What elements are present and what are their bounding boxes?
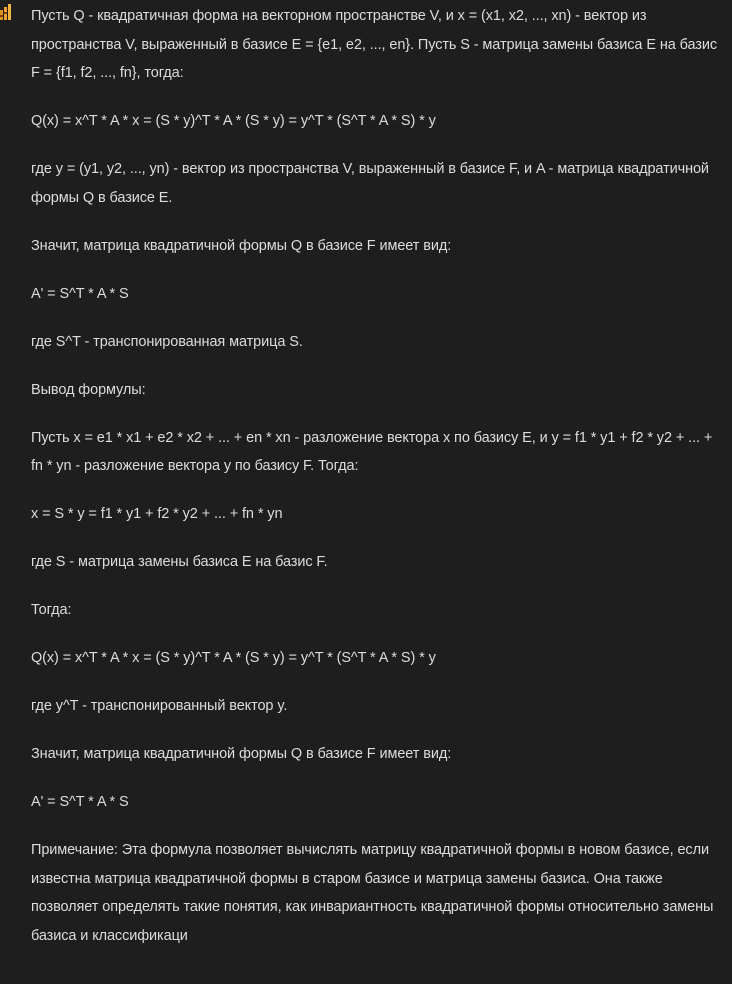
message-paragraph: где y = (y1, y2, ..., yn) - вектор из пространства V, выраженный в базисе F, и A - матрица квадратичной формы Q в базисе E. — [31, 161, 709, 206]
message-paragraph: Тогда: — [31, 602, 72, 618]
message-formula: x = S * y = f1 * y1 + f2 * y2 + ... + fn * yn — [31, 506, 283, 522]
message-formula: Q(x) = x^T * A * x = (S * y)^T * A * (S * y) = y^T * (S^T * A * S) * y — [31, 113, 436, 129]
message-formula: A' = S^T * A * S — [31, 794, 129, 810]
message-paragraph: Значит, матрица квадратичной формы Q в базисе F имеет вид: — [31, 746, 452, 762]
message-paragraph: где S^T - транспонированная матрица S. — [31, 333, 303, 350]
message-paragraph: Пусть x = e1 * x1 + e2 * x2 + ... + en * xn - разложение вектора x по базису E, и y = f1 * y1 + f2 * y2 + ... + fn * yn - разложение вектора y по базису F. Тогда: — [31, 429, 713, 474]
bot-avatar-icon-graphic — [0, 4, 12, 20]
message-paragraph: Пусть Q - квадратичная форма на векторном пространстве V, и x = (x1, x2, ..., xn) - вектор из пространства V, выраженный в базисе E = {e1, e2, ..., en}. Пусть S - матрица замены базиса E на базис F = {f1, f2, ..., fn}, тогда: — [31, 8, 717, 81]
message-paragraph: где y^T - транспонированный вектор y. — [31, 698, 288, 714]
assistant-message — [31, 2, 725, 970]
message-paragraph: Вывод формулы: — [31, 381, 146, 398]
message-formula: A' = S^T * A * S — [31, 285, 129, 302]
message-paragraph: где S - матрица замены базиса E на базис F. — [31, 554, 328, 570]
message-paragraph: Значит, матрица квадратичной формы Q в базисе F имеет вид: — [31, 237, 452, 254]
bot-avatar-icon — [0, 4, 12, 20]
message-paragraph: Примечание: Эта формула позволяет вычислять матрицу квадратичной формы в новом базисе, если известна матрица квадратичной формы в старом базисе и матрица замены базиса. Она также позволяет определять такие понятия, как инвариантность квадратичной формы относительно замены базиса и классификаци — [31, 842, 714, 944]
message-formula: Q(x) = x^T * A * x = (S * y)^T * A * (S * y) = y^T * (S^T * A * S) * y — [31, 650, 436, 666]
